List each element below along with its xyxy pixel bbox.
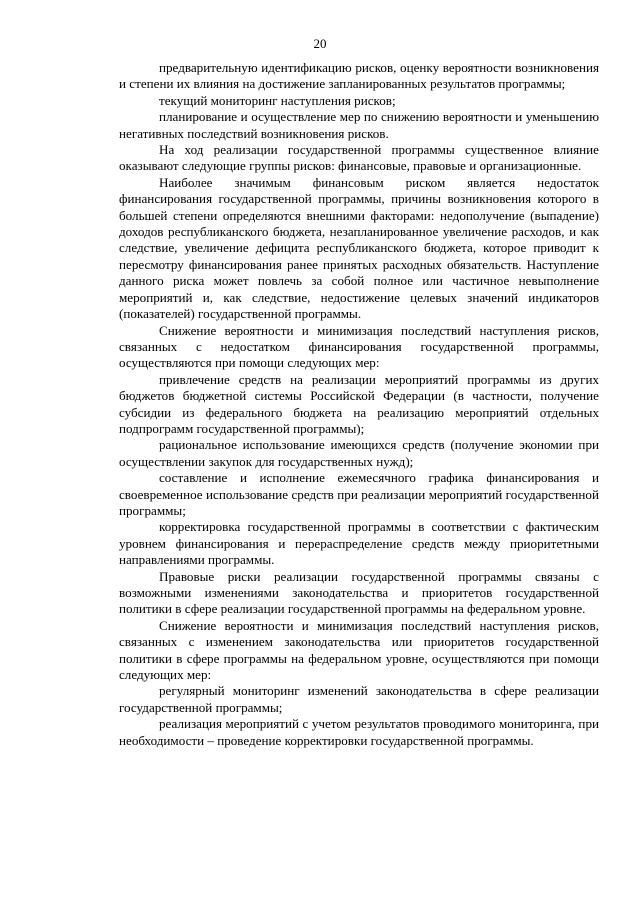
- paragraph: регулярный мониторинг изменений законодательства в сфере реализации государственной программы;: [119, 683, 599, 715]
- paragraph: предварительную идентификацию рисков, оценку вероятности возникновения и степени их влияния на достижение запланированных результатов программы;: [119, 60, 599, 92]
- body-text: [119, 60, 599, 749]
- paragraph: Наиболее значимым финансовым риском является недостаток финансирования государственной программы, причины возникновения которого в большей степени определяются внешними факторами: недополучение (выпадение) доходов республиканского бюджета, незапланированное увеличение расходов, и как следствие, увеличение дефицита республиканского бюджета, которое приводит к пересмотру финансирования ранее принятых расходных обязательств. Наступление данного риска может повлечь за собой полное или частичное невыполнение мероприятий и, как следствие, недостижение целевых значений индикаторов (показателей) государственной программы.: [119, 174, 599, 322]
- paragraph: привлечение средств на реализации мероприятий программы из других бюджетов бюджетной системы Российской Федерации (в частности, получение субсидии из федерального бюджета на реализацию мероприятий отдельных подпрограмм государственной программы);: [119, 371, 599, 436]
- paragraph: реализация мероприятий с учетом результатов проводимого мониторинга, при необходимости – проведение корректировки государственной программы.: [119, 716, 599, 748]
- paragraph: Правовые риски реализации государственной программы связаны с возможными изменениями законодательства и приоритетов государственной политики в сфере реализации государственной программы на федеральном уровне.: [119, 568, 599, 617]
- paragraph: составление и исполнение ежемесячного графика финансирования и своевременное использование средств при реализации мероприятий государственной программы;: [119, 470, 599, 518]
- paragraph: планирование и осуществление мер по снижению вероятности и уменьшению негативных последствий возникновения рисков.: [119, 109, 599, 141]
- paragraph: Снижение вероятности и минимизация последствий наступления рисков, связанных с недостатком финансирования государственной программы, осуществляются при помощи следующих мер:: [119, 322, 599, 371]
- paragraph: корректировка государственной программы в соответствии с фактическим уровнем финансирования и перераспределение средств между приоритетными направлениями программы.: [119, 519, 599, 568]
- page-number: 20: [313, 36, 327, 51]
- paragraph: текущий мониторинг наступления рисков;: [159, 92, 396, 108]
- paragraph: На ход реализации государственной программы существенное влияние оказывают следующие группы рисков: финансовые, правовые и организационные.: [119, 142, 599, 174]
- paragraph: Снижение вероятности и минимизация последствий наступления рисков, связанных с изменением законодательства или приоритетов государственной политики в сфере программы на федеральном уровне, осуществляются при помощи следующих мер:: [119, 617, 599, 683]
- paragraph: рациональное использование имеющихся средств (получение экономии при осуществлении закупок для государственных нужд);: [119, 437, 599, 469]
